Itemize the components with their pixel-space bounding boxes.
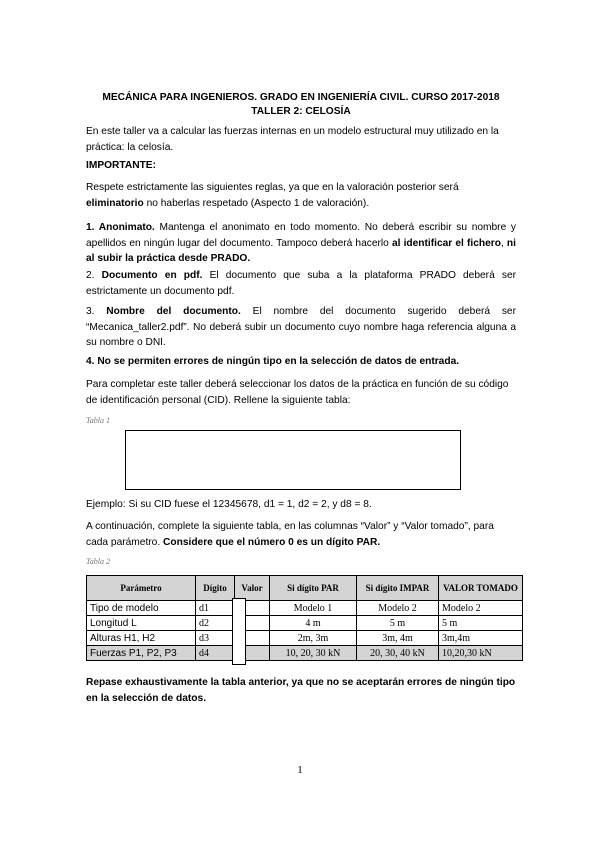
table-header-row (87, 576, 523, 601)
important-label: IMPORTANTE: (86, 160, 156, 171)
value-input-box[interactable] (232, 598, 246, 665)
cid-input-box[interactable] (125, 430, 461, 490)
parameters-table (86, 575, 523, 661)
row-even-value: 4 m (270, 616, 357, 631)
table-1-caption: Tabla 1 (86, 416, 110, 425)
rules-intro-text: Respete estrictamente las siguientes reglas, ya que en la valoración posterior será (86, 182, 459, 193)
rule-1-paragraph (86, 220, 516, 267)
final-note: Repase exhaustivamente la tabla anterior, ya que no se aceptarán errores de ningún tipo en la selección de datos. (86, 677, 516, 704)
rule-3-text: El nombre del documento sugerido deberá ser “Mecanica_taller2.pdf”. No deberá subir un documento cuyo nombre haga referencia alguna a su nombre o DNI. (86, 306, 516, 348)
row-even-value: 2m, 3m (270, 631, 357, 646)
header-digito: Dígito (196, 576, 235, 601)
header-valor-tomado: VALOR TOMADO (439, 576, 523, 601)
rule-2-number: 2. (86, 270, 102, 281)
complete-paragraph: Para completar este taller deberá seleccionar los datos de la práctica en función de su código de identificación personal (CID). Rellene la siguiente tabla: (86, 379, 509, 406)
rule-2-text: El documento que suba a la plataforma PRADO deberá ser estrictamente un documento pdf. (86, 270, 517, 297)
row-digit: d4 (196, 646, 235, 661)
document-subtitle: TALLER 2: CELOSÍA (251, 106, 351, 117)
row-odd-value: 20, 30, 40 kN (357, 646, 439, 661)
row-taken-value[interactable]: 10,20,30 kN (439, 646, 523, 661)
table-row (87, 646, 523, 661)
rule-2-title: Documento en pdf. (101, 270, 203, 281)
row-taken-value[interactable]: 5 m (439, 616, 523, 631)
table-row (87, 601, 523, 616)
continue-bold: Considere que el número 0 es un dígito PAR. (163, 536, 381, 548)
rule-3-number: 3. (86, 306, 107, 317)
example-paragraph: Ejemplo: Si su CID fuese el 12345678, d1 = 1, d2 = 2, y d8 = 8. (86, 499, 372, 510)
row-odd-value: Modelo 2 (357, 601, 439, 616)
header-valor: Valor (235, 576, 270, 601)
page-number: 1 (297, 764, 303, 776)
row-taken-value[interactable]: 3m,4m (439, 631, 523, 646)
rule-1-number: 1. Anonimato. (86, 222, 155, 233)
rules-intro-text-end: no haberlas respetado (Aspecto 1 de valoración). (143, 197, 370, 209)
continue-paragraph (86, 519, 516, 550)
row-digit: d3 (196, 631, 235, 646)
document-title: MECÁNICA PARA INGENIEROS. GRADO EN INGENIERÍA CIVIL. CURSO 2017-2018 (102, 92, 500, 103)
header-parametro: Parámetro (87, 576, 196, 601)
rule-3-title: Nombre del documento. (106, 306, 241, 317)
rules-intro-bold: eliminatorio (86, 197, 144, 209)
row-even-value: 10, 20, 30 kN (270, 646, 357, 661)
row-even-value: Modelo 1 (270, 601, 357, 616)
table-row (87, 616, 523, 631)
header-par: Si dígito PAR (270, 576, 357, 601)
rule-1-text: Mantenga el anonimato en todo momento. No deberá escribir su nombre y apellidos en ningún lugar del documento. Tampoco deberá hacerlo (86, 222, 516, 249)
row-taken-value[interactable]: Modelo 2 (439, 601, 523, 616)
row-parameter: Tipo de modelo (87, 601, 196, 616)
row-digit: d1 (196, 601, 235, 616)
row-odd-value: 3m, 4m (357, 631, 439, 646)
table-2-caption: Tabla 2 (86, 557, 110, 566)
rules-intro-paragraph (86, 180, 516, 211)
rule-3-paragraph (86, 304, 516, 351)
row-digit: d2 (196, 616, 235, 631)
rule-1-bold: al identificar el fichero (391, 237, 501, 249)
table-row (87, 631, 523, 646)
row-parameter: Longitud L (87, 616, 196, 631)
rule-1-separator: , (500, 237, 507, 249)
rule-1-bold-2: ni al subir la práctica desde PRADO. (86, 237, 516, 264)
continue-text: A continuación, complete la siguiente tabla, en las columnas “Valor” y “Valor tomado”, para cada parámetro. (86, 521, 494, 548)
header-impar: Si dígito IMPAR (357, 576, 439, 601)
intro-paragraph: En este taller va a calcular las fuerzas internas en un modelo estructural muy utilizado en la práctica: la celosía. (86, 126, 499, 153)
rule-4-paragraph: 4. No se permiten errores de ningún tipo en la selección de datos de entrada. (86, 356, 460, 367)
row-odd-value: 5 m (357, 616, 439, 631)
row-parameter: Fuerzas P1, P2, P3 (87, 646, 196, 661)
row-parameter: Alturas H1, H2 (87, 631, 196, 646)
rule-2-paragraph (86, 268, 516, 299)
